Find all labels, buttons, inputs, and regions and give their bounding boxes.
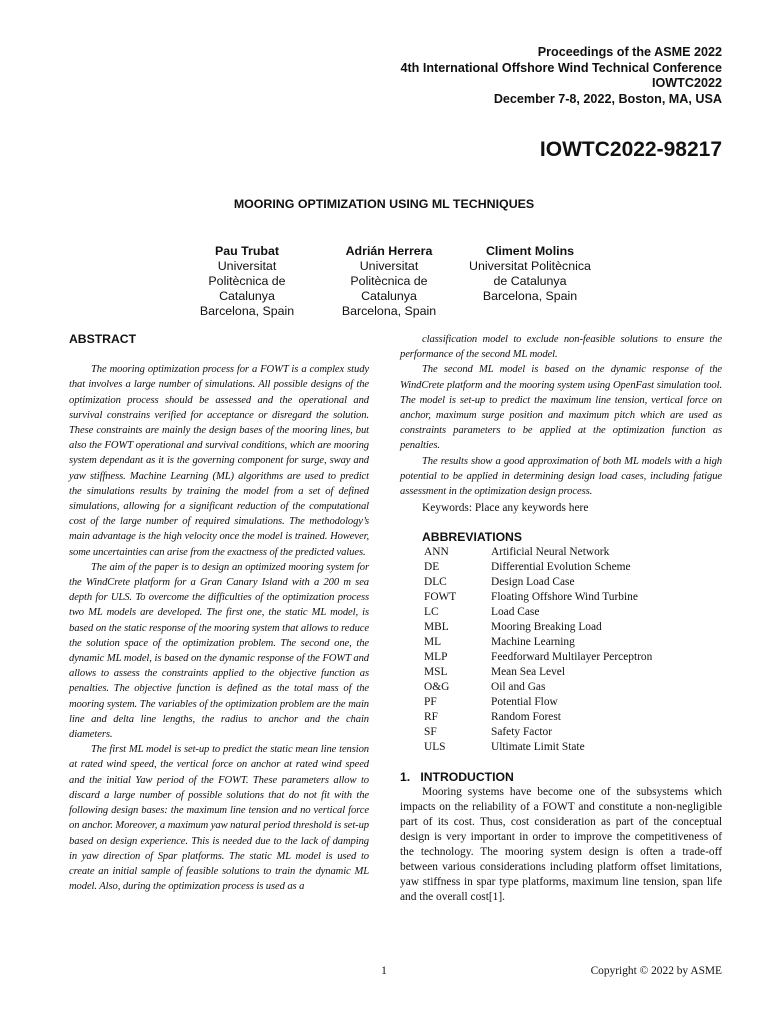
abbreviation-row (400, 635, 722, 650)
abbreviation-definition: Potential Flow (491, 696, 558, 709)
conference-line: IOWTC2022 (652, 76, 722, 91)
abstract-paragraph-text: The first ML model is set-up to predict the static mean line tension at rated wind speed, the vertical force on anchor at rated wind speed and the initial Yaw period of the FOWT. These parameters allow to discard a large number of possible solutions that do not fit with the following design bases: the maximum line tension and no vertical force on anchor. Moreover, a maximum yaw natural period threshold is set-up based on design experience. This is needed due to the lack of damping in yaw direction of Spar platforms. The static ML model is used to create an initial sample of feasible solutions to train the dynamic ML model. Also, during the optimization process is used as a (69, 744, 369, 893)
keywords: Keywords: Place any keywords here (422, 502, 589, 515)
paper-title: MOORING OPTIMIZATION USING ML TECHNIQUES (233, 197, 535, 211)
abstract-paragraph (69, 742, 369, 894)
abbreviation-row (400, 680, 722, 695)
conference-line: 4th International Offshore Wind Technical Conference (400, 60, 722, 75)
abbreviation-definition: Ultimate Limit State (491, 741, 585, 754)
abbreviation-row (400, 665, 722, 680)
author-block (455, 244, 605, 304)
abbreviation-row (400, 710, 722, 725)
abbreviation-term: MBL (424, 621, 449, 634)
right-column (400, 332, 722, 905)
author-affiliation-line: Barcelona, Spain (199, 304, 295, 318)
conference-line: Proceedings of the ASME 2022 (537, 45, 722, 59)
author-affiliation-line: Politècnica de (208, 274, 286, 288)
author-affiliation-line: Catalunya (361, 289, 417, 303)
abbreviation-term: PF (424, 696, 437, 709)
abstract-paragraph (69, 347, 369, 560)
abbreviation-row (400, 650, 722, 665)
abbreviations-list (400, 545, 722, 755)
abbreviation-row (400, 605, 722, 620)
abbreviation-term: DE (424, 561, 440, 574)
author-affiliation-line: Universitat (359, 259, 419, 273)
abbreviation-definition: Design Load Case (491, 576, 575, 589)
author-block (314, 244, 464, 319)
author-affiliation-line: Catalunya (219, 289, 275, 303)
abbreviation-row (400, 560, 722, 575)
abbreviation-row (400, 695, 722, 710)
conference-header (302, 45, 722, 107)
abbreviation-row (400, 740, 722, 755)
abstract-paragraph-text: The mooring optimization process for a FOWT is a complex study that involves a large number of simulations. All possible designs of the optimization process should be assessed and the operational and survival constrains verified for acceptance or disregard the solution. These constraints are mainly the design bases of the mooring lines, but also the FOWT operational and survival conditions, which are mooring system dependant as it is the governing component for surge, sway and yaw stiffness. Machine Learning (ML) algorithms are used to predict the simulations results by training the model from a set of defined simulations, allowing for a significant reduction of the computational cost of the large number of required simulations. The methodology’s main advantage is the high velocity once the model is trained. However, some uncertainties can arise from the exactness of the predicted values. (69, 364, 369, 558)
abbreviation-definition: Mooring Breaking Load (491, 621, 602, 634)
author-affiliation-line: Barcelona, Spain (482, 289, 578, 303)
abbreviation-definition: Artificial Neural Network (491, 546, 610, 559)
abbreviation-definition: Floating Offshore Wind Turbine (491, 591, 638, 604)
abbreviation-term: ML (424, 636, 442, 649)
author-affiliation-line: de Catalunya (493, 274, 567, 288)
abbreviation-term: O&G (424, 681, 450, 694)
abbreviation-term: MSL (424, 666, 448, 679)
abbreviation-term: DLC (424, 576, 447, 589)
abbreviation-term: ANN (424, 546, 449, 559)
page-number: 1 (381, 965, 387, 977)
abbreviation-term: FOWT (424, 591, 457, 604)
abbreviation-definition: Machine Learning (491, 636, 575, 649)
abbreviation-row (400, 575, 722, 590)
copyright-notice: Copyright © 2022 by ASME (590, 965, 722, 977)
author-affiliation-line: Universitat Politècnica (469, 259, 591, 273)
abbreviation-term: SF (424, 726, 437, 739)
abbreviation-row (400, 620, 722, 635)
author-name: Pau Trubat (214, 244, 280, 258)
abstract-paragraph: The second ML model is based on the dynamic response of the WindCrete platform and the mooring system using OpenFast simulation tool. The model is set-up to predict the maximum line tension, vertical force on anchor, maximum surge position and maximum pitch which are used as constraints parameters to be applied at the optimization function as penalties. (400, 364, 722, 452)
author-affiliation-line: Barcelona, Spain (341, 304, 437, 318)
abstract-paragraph (69, 560, 369, 742)
abbreviation-row (400, 545, 722, 560)
abbreviation-row (400, 590, 722, 605)
abbreviation-row (400, 725, 722, 740)
conference-line: December 7-8, 2022, Boston, MA, USA (493, 91, 722, 106)
abbreviation-definition: Random Forest (491, 711, 561, 724)
abbreviation-definition: Safety Factor (491, 726, 553, 739)
abstract-paragraph: The results show a good approximation of both ML models with a high potential to be applied in determining design load cases, including fatigue assessment in the optimization design process. (400, 455, 722, 498)
left-column (69, 332, 369, 894)
abbreviation-term: LC (424, 606, 439, 619)
abstract-heading: ABSTRACT (69, 332, 137, 346)
introduction-paragraph: Mooring systems have become one of the subsystems which impacts on the reliability of a FOWT and constitute a non-negligible part of its cost. Thus, cost consideration as part of the conceptual design is very important in order to improve the competitiveness of the technology. The mooring system design is often a trade-off between various considerations including platform offset limitations, yaw stiffness in spar type platforms, maximum line tension, span life and the overall cost[1]. (400, 786, 722, 904)
author-affiliation-line: Politècnica de (350, 274, 428, 288)
abbreviation-term: ULS (424, 741, 446, 754)
paper-id: IOWTC2022-98217 (539, 138, 722, 161)
abbreviations-heading: ABBREVIATIONS (422, 530, 522, 545)
abbreviation-definition: Mean Sea Level (491, 666, 566, 679)
author-name: Climent Molins (485, 244, 575, 258)
abbreviation-definition: Oil and Gas (491, 681, 546, 694)
author-affiliation-line: Universitat (217, 259, 277, 273)
abbreviation-definition: Load Case (491, 606, 540, 619)
abbreviation-term: RF (424, 711, 438, 724)
abstract-paragraph-text: The aim of the paper is to design an optimized mooring system for the WindCrete platform for a Gran Canary Island with a 200 m sea depth for ULS. To overcome the difficulties of the optimization process two ML models are developed. The first one, the static ML model, is based on the static response of the mooring system that allows to reduce the solution space of the optimization problem. The second one, the dynamic ML model, is based on the dynamic response of the FOWT and allows to assess the constraints applied to the objective function as penalties. The objective function is defined as the total mass of the mooring system. The variables of the optimization problem are the main line and delta line lengths, the radius to anchor and the chain diameters. (69, 561, 369, 741)
abbreviation-definition: Differential Evolution Scheme (491, 561, 631, 574)
author-block (172, 244, 322, 319)
abbreviation-definition: Feedforward Multilayer Perceptron (491, 651, 653, 664)
abstract-paragraph: classification model to exclude non-feasible solutions to ensure the performance of the second ML model. (400, 334, 722, 361)
abbreviation-term: MLP (424, 651, 448, 664)
introduction-heading: 1. INTRODUCTION (400, 770, 514, 785)
author-name: Adrián Herrera (345, 244, 433, 258)
